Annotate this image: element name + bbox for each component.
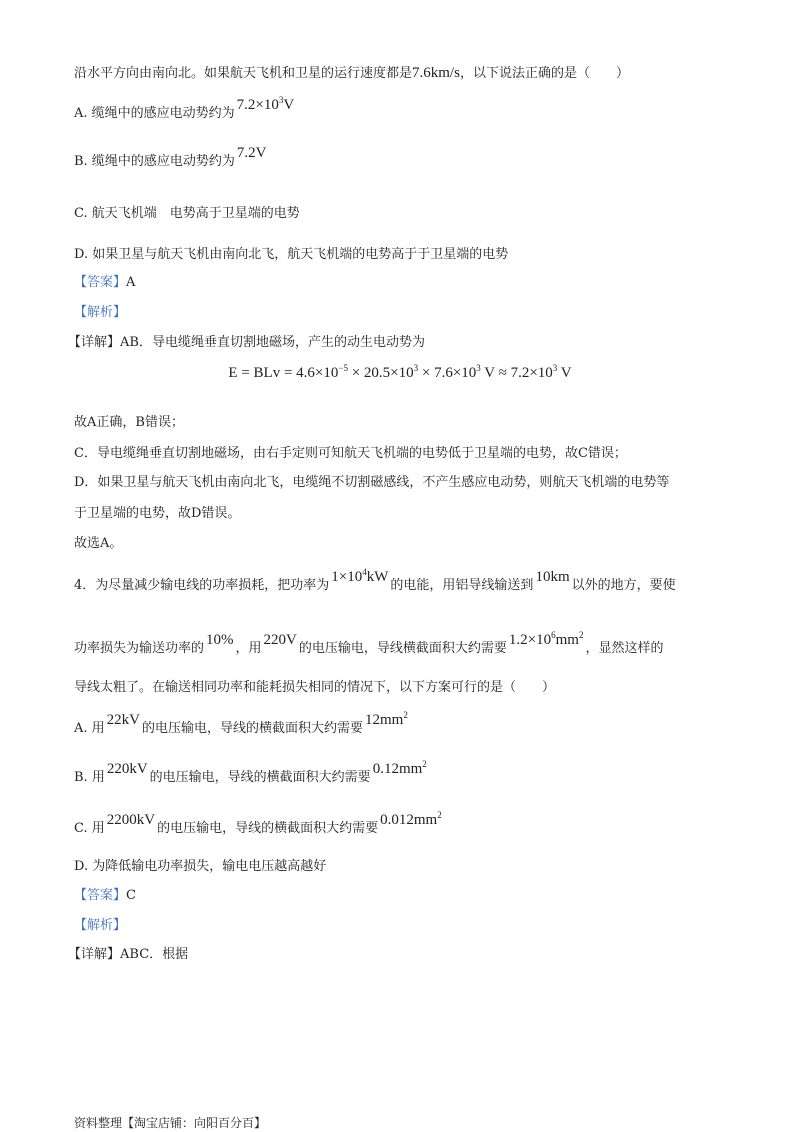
- q3-detail-line-3: D．如果卫星与航天飞机由南向北飞，电缆绳不切割磁感线，不产生感应电动势，则航天飞机端的电势等: [74, 475, 670, 490]
- q3-equation: E = BLv = $4.6\times 10^{-5} \times 20.5\times 10^3 \times 7.6\times 10^3$ $V \approx 7.2\times 10^3$ V: [228, 363, 572, 381]
- q4-text: ，显然这样的: [585, 641, 664, 656]
- q4-text: 4．为尽量减少输电线的功率损耗，把功率为: [74, 578, 330, 593]
- q3-option-b-text: B. 缆绳中的感应电动势约为: [74, 154, 235, 169]
- answer-value: C: [126, 888, 136, 903]
- q4-text: ，用: [235, 641, 262, 656]
- q3-answer: [74, 276, 135, 289]
- q4-percent: 10%: [206, 632, 234, 648]
- answer-tag: 【答案】: [74, 275, 127, 290]
- q4-option-a-voltage: 22kV: [106, 712, 140, 728]
- q4-answer: [74, 889, 136, 902]
- q4-option-b-voltage: 220kV: [106, 761, 148, 777]
- q4-detail: [68, 948, 188, 961]
- q4-distance: 10km: [535, 569, 570, 585]
- q3-detail: [68, 336, 425, 349]
- q3-option-a-math: $7.2\times 10^3V$: [236, 95, 295, 113]
- q3-detail-line-4: 于卫星端的电势，故D错误。: [74, 506, 241, 521]
- q4-text: 以外的地方，要使: [571, 578, 676, 593]
- detail-tag: 【详解】: [68, 947, 121, 962]
- q3-detail-line-2: C．导电缆绳垂直切割地磁场，由右手定则可知航天飞机端的电势低于卫星端的电势，故C错误；: [74, 446, 627, 461]
- q3-stem-tail: ，以下说法正确的是（ ）: [459, 66, 629, 81]
- footer-source: 资料整理【淘宝店铺：向阳百分百】: [74, 1116, 267, 1130]
- q4-option-d: D. 为降低输电功率损失，输电电压越高越好: [74, 859, 327, 874]
- q4-line-2: [74, 630, 664, 656]
- q3-option-a: [74, 95, 296, 121]
- q3-analysis-tag: 【解析】: [74, 305, 127, 320]
- q3-option-b: [74, 145, 268, 169]
- q4-text: 的电压输电，导线横截面积大约需要: [298, 641, 507, 656]
- q3-option-d: D. 如果卫星与航天飞机由南向北飞，航天飞机端的电势高于于卫星端的电势: [74, 247, 509, 262]
- detail-tag: 【详解】: [68, 335, 121, 350]
- q3-stem-text: 沿水平方向由南向北。如果航天飞机和卫星的运行速度都是: [74, 66, 413, 81]
- q4-option-b: B. 用220kV的电压输电，导线的横截面积大约需要$0.12mm^2$: [74, 759, 427, 785]
- q3-option-c: C. 航天飞机端 电势高于卫星端的电势: [74, 206, 300, 221]
- q3-option-b-math: 7.2V: [236, 145, 267, 161]
- q4-area: $1.2\times 10^6mm^2$: [508, 630, 584, 648]
- q3-stem: [74, 66, 629, 81]
- q3-detail-line-5: 故选A。: [74, 536, 123, 551]
- q4-analysis-tag: 【解析】: [74, 918, 127, 933]
- detail-intro: AB．导电缆绳垂直切割地磁场，产生的动生电动势为: [120, 335, 425, 350]
- q4-text: 的电能，用铝导线输送到: [390, 578, 534, 593]
- answer-tag: 【答案】: [74, 888, 127, 903]
- q4-line-3: 导线太粗了。在输送相同功率和能耗损失相同的情况下，以下方案可行的是（ ）: [74, 680, 556, 695]
- q4-option-a-area: $12mm^2$: [365, 710, 408, 728]
- q3-option-a-text: A. 缆绳中的感应电动势约为: [74, 106, 235, 121]
- q4-text: 功率损失为输送功率的: [74, 641, 205, 656]
- q4-option-c-area: $0.012mm^2$: [380, 810, 442, 828]
- answer-value: A: [126, 275, 136, 290]
- q4-option-c: C. 用2200kV的电压输电，导线的横截面积大约需要$0.012mm^2$: [74, 810, 442, 836]
- q4-option-b-area: $0.12mm^2$: [372, 759, 427, 777]
- q4-option-c-voltage: 2200kV: [106, 812, 156, 828]
- q4-power: $1\times 10^4kW$: [331, 567, 389, 585]
- q4-voltage: 220V: [263, 632, 297, 648]
- q4-line-1: [74, 567, 676, 593]
- q3-detail-line-1: 故A正确，B错误；: [74, 415, 184, 430]
- q3-speed: 7.6km/s: [412, 65, 460, 81]
- detail-text: ABC．根据: [120, 947, 189, 962]
- q4-option-a: A. 用22kV的电压输电，导线的横截面积大约需要$12mm^2$: [74, 710, 408, 736]
